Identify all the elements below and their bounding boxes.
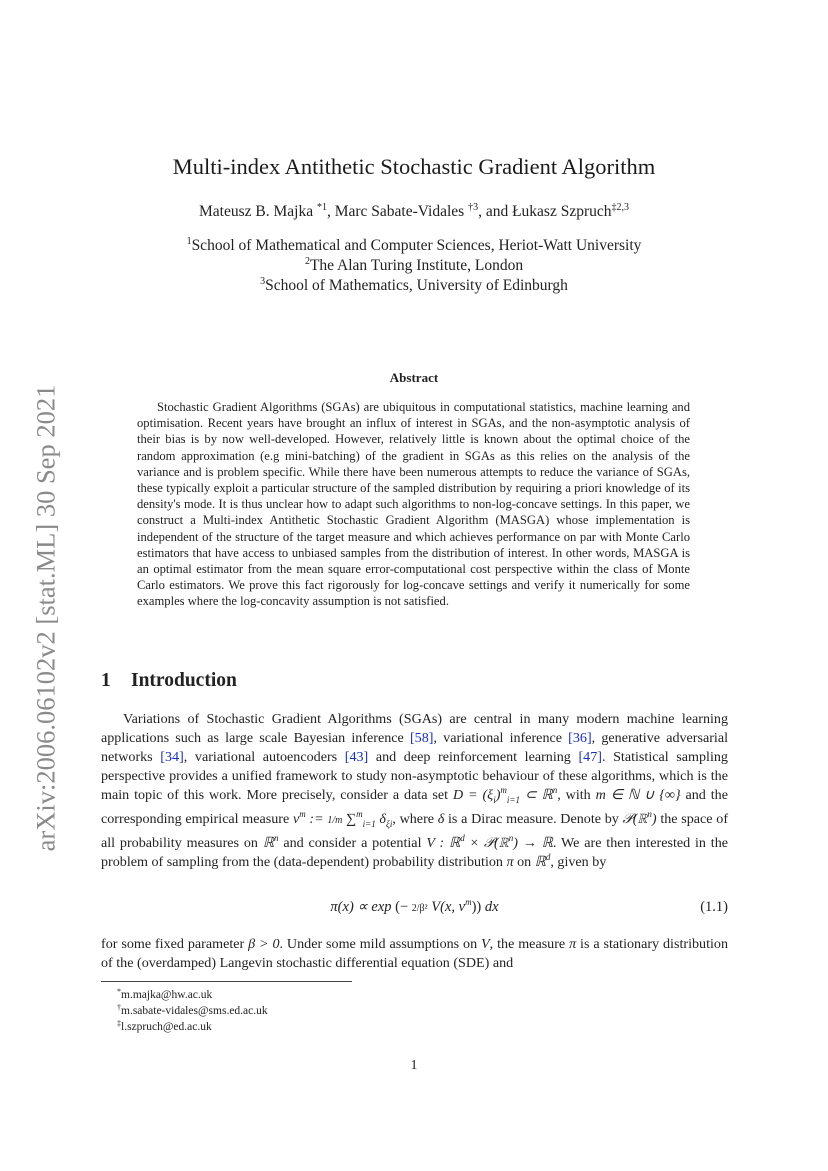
citation-43[interactable]: [43] <box>344 749 369 766</box>
page-number: 1 <box>410 1058 418 1073</box>
math-rd: ℝ$^d$ <box>534 852 551 871</box>
intro-text: the space of all probability measures on <box>101 811 729 852</box>
affiliation-3-sup: 3 <box>260 276 266 287</box>
author-1-sup: *1 <box>316 202 327 213</box>
math-empirical-measure: $\nu^m$ := 1/m ∑$^m_{i=1}$ $\delta_{\xi i}$ <box>292 809 393 830</box>
intro-text: is a Dirac measure. Denote by <box>444 811 623 828</box>
abstract-text: Stochastic Gradient Algorithms (SGAs) are ubiquitous in computational statistics, machine learning and optimisation. Recent years have brought an influx of interest in SGAs, and the non-asymptotic analysis of their bias is by now well-developed. However, relatively little is known about the optimal choice of the random approximation (e.g mini-batching) of the gradient in SGAs as this relies on the analysis of the variance and is problem specific. While there have been numerous attempts to reduce the variance of SGAs, these typically exploit a particular structure of the sampled distribution by requiring a priori knowledge of its density's mode. It is thus unclear how to adapt such algorithms to non-log-concave settings. In this paper, we construct a Multi-index Antithetic Stochastic Gradient Algorithm (MASGA) whose implementation is independent of the structure of the target measure and which achieves performance on par with Monte Carlo estimators that have access to unbiased samples from the distribution of interest. In other words, MASGA is an optimal estimator from the mean square error-computational cost perspective within the class of Monte Carlo estimators. We prove this fact rigorously for log-concave settings and verify it numerically for some examples where the log-concavity assumption is not satisfied. <box>137 400 690 609</box>
followup-paragraph: for some fixed parameter β > 0. Under some mild assumptions on V, the measure π is a stationary distribution of the (overdamped) Langevin stochastic differential equation (SDE) and <box>101 936 728 972</box>
author-3-sup: ‡2,3 <box>611 202 629 213</box>
footnote-rule <box>101 981 352 982</box>
intro-text: , variational inference <box>433 730 569 747</box>
intro-text: and consider a potential <box>278 835 427 852</box>
intro-text: and deep reinforcement learning <box>368 749 579 766</box>
affiliation-1-sup: 1 <box>186 236 192 247</box>
intro-text: and the corresponding empirical measure <box>101 787 728 828</box>
citation-34[interactable]: [34] <box>160 749 184 766</box>
affiliation-2-text: The Alan Turing Institute, London <box>309 257 524 274</box>
author-1: Mateusz B. Majka <box>199 203 317 220</box>
affiliation-2-sup: 2 <box>304 256 310 267</box>
math-m-set: m ∈ ℕ ∪ {∞} <box>595 787 681 804</box>
intro-text: Variations of Stochastic Gradient Algorithms (SGAs) are central in many modern machine learning applications such as large scale Bayesian inference <box>101 711 728 747</box>
intro-paragraph <box>101 710 728 872</box>
intro-text: , generative adversarial networks <box>101 730 729 766</box>
intro-text: , with <box>557 787 596 804</box>
citation-47[interactable]: [47] <box>578 749 602 766</box>
affiliation-1 <box>100 237 728 255</box>
equation-1-1 <box>101 899 728 921</box>
affiliation-3 <box>100 277 728 295</box>
footnote-3: ‡l.szpruch@ed.ac.uk <box>117 1019 212 1033</box>
equation-body: π(x) ∝ exp (− 2/β² V(x, $\nu^m$)) dx <box>330 897 499 915</box>
math-dataset: $D = (\xi_i)^m_{i=1}$ ⊂ ℝ$^n$ <box>452 785 558 806</box>
paper-title: Multi-index Antithetic Stochastic Gradient Algorithm <box>172 154 656 179</box>
equation-number: (1.1) <box>700 899 728 915</box>
math-prob-space: 𝒫(ℝ$^n$) <box>622 809 657 828</box>
author-list <box>100 203 728 221</box>
intro-text: . We are then interested in the problem of sampling from the (data-dependent) probability distribution <box>101 835 729 871</box>
affiliation-2 <box>100 257 728 275</box>
intro-text: , variational autoencoders <box>183 749 345 766</box>
math-delta: δ <box>437 811 445 828</box>
abstract-heading: Abstract <box>389 370 439 385</box>
footnote-1: *m.majka@hw.ac.uk <box>117 987 213 1001</box>
footnote-2: †m.sabate-vidales@sms.ed.ac.uk <box>117 1003 268 1017</box>
math-pi: π <box>506 854 514 871</box>
math-rn: ℝ$^n$ <box>262 833 279 852</box>
citation-36[interactable]: [36] <box>568 730 592 747</box>
intro-text: . Statistical sampling perspective provides a unified framework to study non-asymptotic behaviour of these algorithms, which is the main topic of this work. More precisely, consider a data set <box>101 749 728 804</box>
section-title: Introduction <box>131 670 237 691</box>
affiliation-1-text: School of Mathematical and Computer Sciences, Heriot-Watt University <box>191 237 642 254</box>
intro-text: , where <box>392 811 438 828</box>
affiliation-3-text: School of Mathematics, University of Edinburgh <box>265 277 568 294</box>
intro-text: , given by <box>550 854 607 871</box>
arxiv-id: arXiv:2006.06102v2 [stat.ML] 30 Sep 2021 <box>30 384 61 852</box>
section-number: 1 <box>101 670 111 691</box>
author-3: , and Łukasz Szpruch <box>478 203 612 220</box>
citation-58[interactable]: [58] <box>409 730 434 747</box>
author-2: , Marc Sabate-Vidales <box>326 203 469 220</box>
author-2-sup: †3 <box>468 202 479 213</box>
math-potential: V : ℝ$^d$ × 𝒫(ℝ$^n$) → ℝ <box>426 833 553 852</box>
intro-text: on <box>513 854 535 871</box>
section-heading <box>101 670 237 692</box>
